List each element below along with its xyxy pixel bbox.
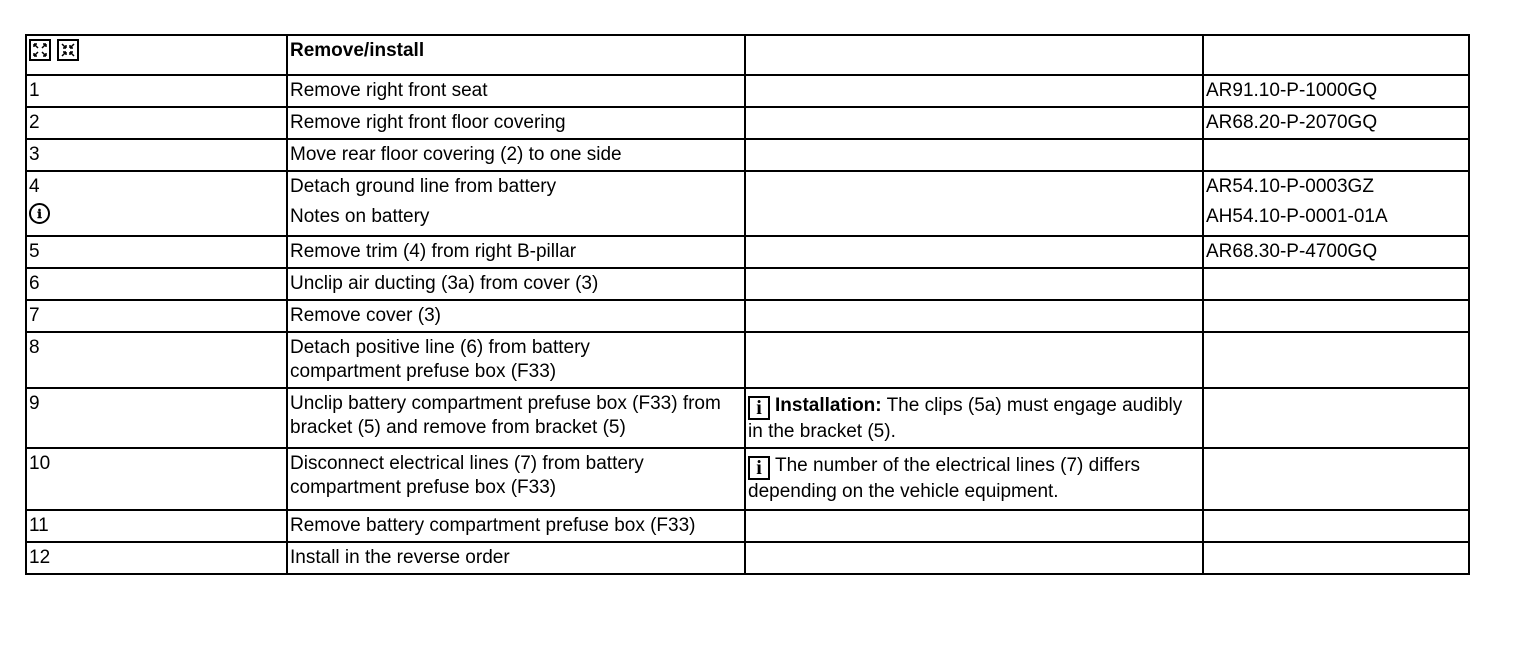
step-text: Detach ground line from battery — [290, 176, 557, 197]
step-reference-cell — [1203, 171, 1469, 236]
table-header-row — [26, 35, 1469, 75]
table-row — [26, 236, 1469, 268]
step-text: Move rear floor covering (2) to one side — [287, 139, 745, 171]
header-empty-cell — [1203, 35, 1469, 75]
step-number: 7 — [26, 300, 287, 332]
step-note — [745, 107, 1203, 139]
step-text: Remove trim (4) from right B-pillar — [287, 236, 745, 268]
info-note-icon: i — [748, 456, 770, 480]
expand-icon[interactable] — [29, 39, 51, 61]
step-number: 1 — [26, 75, 287, 107]
info-note-icon: i — [748, 396, 770, 420]
step-number: 8 — [26, 332, 287, 388]
step-reference-link[interactable]: AR68.30-P-4700GQ — [1203, 236, 1469, 268]
step-note — [745, 268, 1203, 300]
step-reference-link — [1203, 510, 1469, 542]
installation-label: Installation: — [775, 395, 882, 416]
notes-reference-link[interactable]: AH54.10-P-0001-01A — [1206, 206, 1388, 227]
step-text: Disconnect electrical lines (7) from battery compartment prefuse box (F33) — [287, 448, 745, 510]
step-number-cell — [26, 171, 287, 236]
step-note — [745, 171, 1203, 236]
step-number: 6 — [26, 268, 287, 300]
step-note — [745, 300, 1203, 332]
collapse-icon[interactable] — [57, 39, 79, 61]
info-notes-icon: ℹ — [29, 203, 50, 224]
header-icons-cell — [26, 35, 287, 75]
step-number: 4 — [29, 176, 40, 197]
step-text-cell — [287, 171, 745, 236]
step-text: Detach positive line (6) from battery compartment prefuse box (F33) — [287, 332, 745, 388]
step-note — [745, 139, 1203, 171]
step-note-text: The number of the electrical lines (7) differs depending on the vehicle equipment. — [748, 455, 1141, 502]
table-row — [26, 448, 1469, 510]
step-number: 10 — [26, 448, 287, 510]
notes-on-battery-text: Notes on battery — [290, 206, 430, 227]
step-reference-link — [1203, 300, 1469, 332]
step-text: Remove battery compartment prefuse box (F33) — [287, 510, 745, 542]
step-number: 11 — [26, 510, 287, 542]
step-text: Unclip battery compartment prefuse box (F33) from bracket (5) and remove from bracket (5) — [287, 388, 745, 448]
table-row — [26, 171, 1469, 236]
step-note — [745, 542, 1203, 574]
step-text: Install in the reverse order — [287, 542, 745, 574]
step-note — [745, 510, 1203, 542]
step-text: Unclip air ducting (3a) from cover (3) — [287, 268, 745, 300]
step-reference-link — [1203, 448, 1469, 510]
step-reference-link[interactable]: AR54.10-P-0003GZ — [1206, 176, 1374, 197]
table-row — [26, 542, 1469, 574]
step-note-text: The clips (5a) must engage audibly in the bracket (5). — [748, 395, 1183, 442]
step-reference-link — [1203, 542, 1469, 574]
table-row — [26, 388, 1469, 448]
step-reference-link — [1203, 139, 1469, 171]
step-number: 5 — [26, 236, 287, 268]
table-row — [26, 332, 1469, 388]
step-note — [745, 332, 1203, 388]
step-reference-link[interactable]: AR91.10-P-1000GQ — [1203, 75, 1469, 107]
table-row — [26, 139, 1469, 171]
step-number: 12 — [26, 542, 287, 574]
step-number: 3 — [26, 139, 287, 171]
step-note — [745, 236, 1203, 268]
step-note-cell — [745, 448, 1203, 510]
procedure-table — [25, 34, 1470, 575]
step-text: Remove right front seat — [287, 75, 745, 107]
table-row — [26, 75, 1469, 107]
step-text: Remove right front floor covering — [287, 107, 745, 139]
header-empty-cell — [745, 35, 1203, 75]
step-reference-link — [1203, 332, 1469, 388]
step-reference-link — [1203, 268, 1469, 300]
table-row — [26, 300, 1469, 332]
table-row — [26, 107, 1469, 139]
header-title: Remove/install — [287, 35, 745, 75]
step-number: 2 — [26, 107, 287, 139]
table-row — [26, 510, 1469, 542]
step-note-cell — [745, 388, 1203, 448]
step-note — [745, 75, 1203, 107]
step-number: 9 — [26, 388, 287, 448]
step-reference-link — [1203, 388, 1469, 448]
table-row — [26, 268, 1469, 300]
step-reference-link[interactable]: AR68.20-P-2070GQ — [1203, 107, 1469, 139]
step-text: Remove cover (3) — [287, 300, 745, 332]
